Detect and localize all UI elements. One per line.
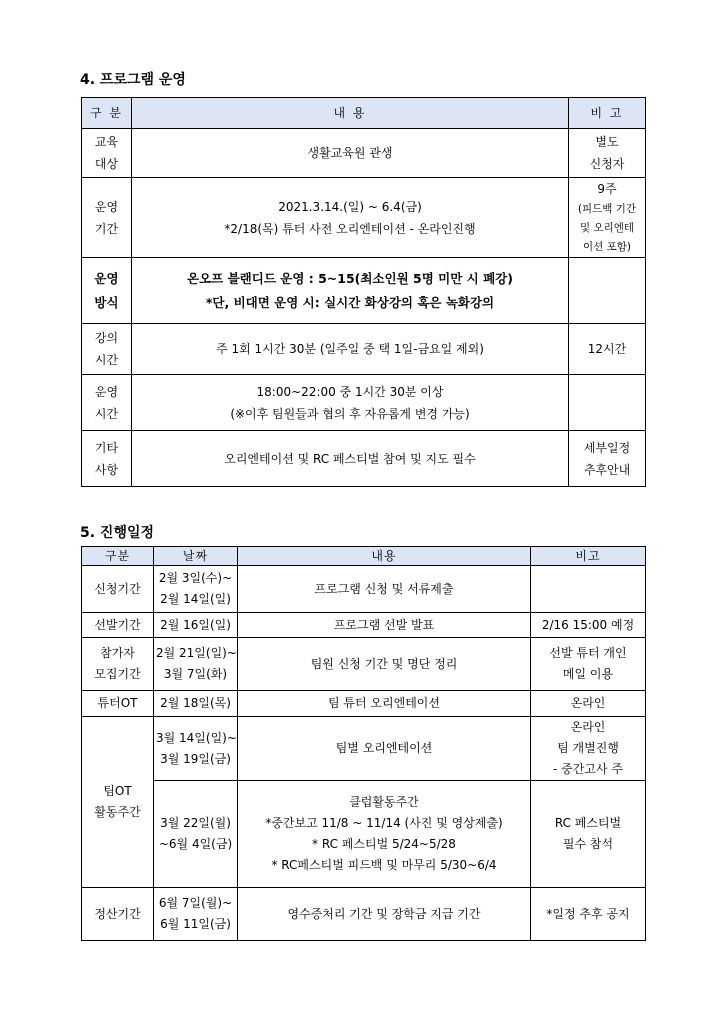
row-note: RC 페스티벌 필수 참석 xyxy=(531,781,646,888)
row-content: 주 1회 1시간 30분 (일주일 중 택 1일-금요일 제외) xyxy=(132,324,569,375)
table-row xyxy=(82,717,646,781)
table-row xyxy=(82,324,646,375)
header-date: 날짜 xyxy=(154,547,238,566)
table-row xyxy=(82,781,646,888)
table-row xyxy=(82,129,646,178)
row-label: 튜터OT xyxy=(82,691,154,717)
row-label: 운영 방식 xyxy=(82,258,132,324)
header-note: 비 고 xyxy=(569,98,646,129)
row-content: 생활교육원 관생 xyxy=(132,129,569,178)
row-note: 2/16 15:00 예정 xyxy=(531,613,646,638)
row-content: 클럽활동주간 *중간보고 11/8 ~ 11/14 (사진 및 영상제출) * RC 페스티벌 5/24~5/28 * RC페스티벌 피드백 및 마무리 5/30~6/4 xyxy=(238,781,531,888)
table-row xyxy=(82,888,646,941)
row-note: 별도 신청자 xyxy=(569,129,646,178)
row-note xyxy=(569,258,646,324)
header-category: 구분 xyxy=(82,547,154,566)
row-content: 프로그램 신청 및 서류제출 xyxy=(238,566,531,613)
section-5-title: 5. 진행일정 xyxy=(80,525,155,541)
row-content: 팀원 신청 기간 및 명단 정리 xyxy=(238,638,531,691)
table-row xyxy=(82,566,646,613)
row-content: 온오프 블랜디드 운영 : 5~15(최소인원 5명 미만 시 폐강) *단, 비대면 운영 시: 실시간 화상강의 혹은 녹화강의 xyxy=(132,258,569,324)
row-note xyxy=(569,375,646,431)
row-label: 운영 기간 xyxy=(82,178,132,258)
table-header-row xyxy=(82,547,646,566)
row-note: 세부일정 추후안내 xyxy=(569,431,646,487)
table-row xyxy=(82,613,646,638)
row-date: 2월 16일(일) xyxy=(154,613,238,638)
row-note: 12시간 xyxy=(569,324,646,375)
row-note: 선발 튜터 개인 메일 이용 xyxy=(531,638,646,691)
row-note: *일정 추후 공지 xyxy=(531,888,646,941)
row-label: 참가자 모집기간 xyxy=(82,638,154,691)
row-date: 3월 14일(일)~ 3월 19일(금) xyxy=(154,717,238,781)
table-row xyxy=(82,375,646,431)
row-date: 2월 18일(목) xyxy=(154,691,238,717)
table-row xyxy=(82,431,646,487)
row-content: 18:00~22:00 중 1시간 30분 이상 (※이후 팀원들과 협의 후 자유롭게 변경 가능) xyxy=(132,375,569,431)
header-note: 비고 xyxy=(531,547,646,566)
header-category: 구 분 xyxy=(82,98,132,129)
row-date: 3월 22일(월) ~6월 4일(금) xyxy=(154,781,238,888)
row-content: 팀별 오리엔테이션 xyxy=(238,717,531,781)
row-label: 선발기간 xyxy=(82,613,154,638)
row-date: 2월 3일(수)~ 2월 14일(일) xyxy=(154,566,238,613)
row-label: 교육 대상 xyxy=(82,129,132,178)
row-content: 프로그램 선발 발표 xyxy=(238,613,531,638)
row-label: 정산기간 xyxy=(82,888,154,941)
row-content: 영수증처리 기간 및 장학금 지급 기간 xyxy=(238,888,531,941)
row-note xyxy=(531,566,646,613)
row-note: 9주 (피드백 기간 및 오리엔테 이션 포함) xyxy=(569,178,646,258)
row-label: 운영 시간 xyxy=(82,375,132,431)
row-label: 신청기간 xyxy=(82,566,154,613)
table-row xyxy=(82,178,646,258)
row-content: 오리엔테이션 및 RC 페스티벌 참여 및 지도 필수 xyxy=(132,431,569,487)
table-header-row xyxy=(82,98,646,129)
program-operation-table xyxy=(81,97,646,487)
table-row xyxy=(82,691,646,717)
section-4-title: 4. 프로그램 운영 xyxy=(80,72,186,88)
schedule-table xyxy=(81,546,646,941)
row-label: 강의 시간 xyxy=(82,324,132,375)
row-content: 팀 튜터 오리엔테이션 xyxy=(238,691,531,717)
row-date: 2월 21일(일)~ 3월 7일(화) xyxy=(154,638,238,691)
row-date: 6월 7일(월)~ 6월 11일(금) xyxy=(154,888,238,941)
row-note: 온라인 팀 개별진행 - 중간고사 주 xyxy=(531,717,646,781)
table-row xyxy=(82,258,646,324)
header-content: 내용 xyxy=(238,547,531,566)
table-row xyxy=(82,638,646,691)
row-label: 기타 사항 xyxy=(82,431,132,487)
row-label: 팀OT 활동주간 xyxy=(82,717,154,888)
header-content: 내 용 xyxy=(132,98,569,129)
row-content: 2021.3.14.(일) ~ 6.4(금) *2/18(목) 튜터 사전 오리엔테이션 - 온라인진행 xyxy=(132,178,569,258)
row-note: 온라인 xyxy=(531,691,646,717)
